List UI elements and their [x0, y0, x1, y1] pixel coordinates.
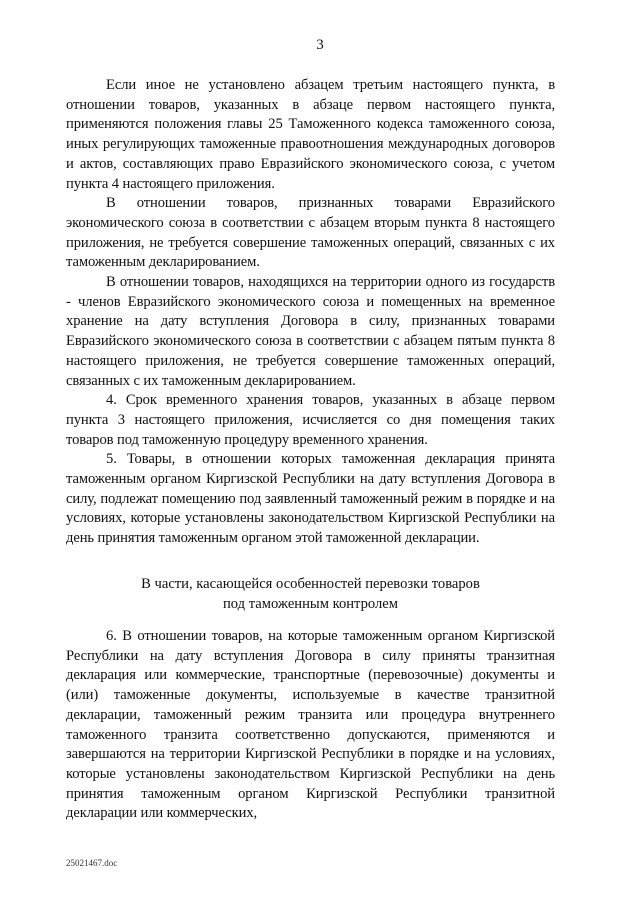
paragraph-exceptions: Если иное не установлено абзацем третьим настоящего пункта, в отношении товаров, указанных в абзаце первом настоящего пункта, применяются положения главы 25 Таможенного кодекса таможенного союза, иных регулирующих таможенные правоотношения международных договоров и актов, составляющих право Евразийского экономического союза, с учетом пункта 4 настоящего приложения.: [66, 77, 555, 192]
paragraph-item-6: 6. В отношении товаров, на которые таможенным органом Киргизской Республики на дату вступления Договора в силу приняты транзитная декларация или коммерческие, транспортные (перевозочные) документы и (или) таможенные документы, используемые в качестве транзитной декларации, таможенный режим транзита или процедура внутреннего таможенного транзита соответственно допускаются, применяются и завершаются на территории Киргизской Республики в порядке и на условиях, которые установлены законодательством Киргизской Республики на день принятия таможенным органом Киргизской Республики транзитной декларации или коммерческих,: [66, 628, 555, 822]
footer-file-code: 25021467.doc: [66, 858, 118, 868]
paragraph-eaeu-goods: В отношении товаров, признанных товарами Евразийского экономического союза в соответствии с абзацем вторым пункта 8 настоящего приложения, не требуется совершение таможенных операций, связанных с их таможенным декларированием.: [66, 195, 555, 271]
section-heading-line-2: под таможенным контролем: [222, 595, 399, 612]
page-number: 3: [316, 37, 324, 53]
section-heading: [66, 575, 555, 614]
section-heading-line-1: В части, касающейся особенностей перевозки товаров: [141, 576, 480, 592]
paragraph-temporary-storage: В отношении товаров, находящихся на территории одного из государств - членов Евразийского экономического союза и помещенных на временное хранение на дату вступления Договора в силу, признанных товарами Евразийского экономического союза в соответствии с абзацем пятым пункта 8 настоящего приложения, не требуется совершение таможенных операций, связанных с их таможенным декларированием.: [66, 274, 555, 389]
document-body: [66, 76, 555, 549]
document-body-section: [66, 627, 555, 824]
paragraph-item-5: 5. Товары, в отношении которых таможенная декларация принята таможенным органом Киргизской Республики на дату вступления Договора в силу, подлежат помещению под заявленный таможенный режим в порядке и на условиях, которые установлены законодательством Киргизской Республики на день принятия таможенным органом этой таможенной декларации.: [66, 451, 555, 547]
paragraph-item-4: 4. Срок временного хранения товаров, указанных в абзаце первом пункта 3 настоящего приложения, исчисляется со дня помещения таких товаров под таможенную процедуру временного хранения.: [66, 392, 555, 448]
